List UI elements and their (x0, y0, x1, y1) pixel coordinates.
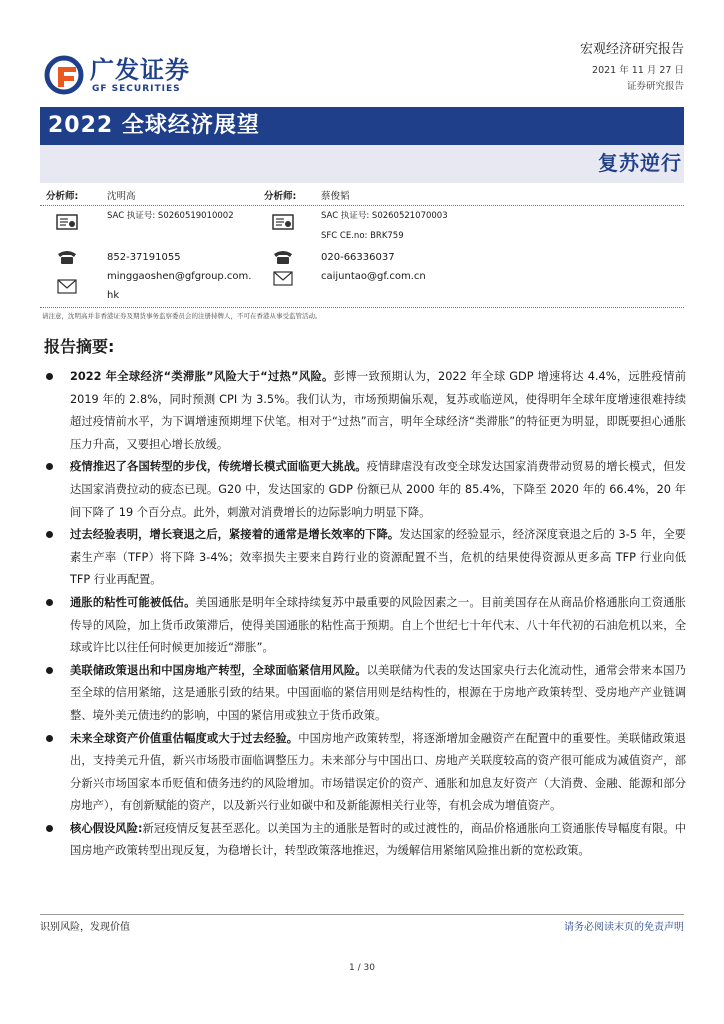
email-icon (56, 278, 78, 296)
summary-item (44, 524, 686, 592)
phone-icon (272, 248, 294, 266)
page-subtitle: 复苏逆行 (598, 151, 682, 175)
logo-text: 广发证券 (90, 56, 190, 84)
summary-body: 疫情肆虐没有改变全球发达国家消费带动贸易的增长模式，但发达国家消费拉动的疲态已现。G20 中，发达国家的 GDP 份额已从 2000 年的 85.4%，下降至 2020 年的 66.4%，20 年间下降了 19 个百分点。此外，刺激对消费增长的边际影响力明显下降。 (70, 460, 686, 519)
analyst-email-cont[interactable]: hk (107, 290, 120, 301)
summary-item (44, 818, 686, 863)
bullet-icon (46, 667, 53, 674)
analyst-phone: 020-66336037 (321, 252, 395, 263)
subtitle-bar (40, 145, 684, 183)
bullet-icon (46, 735, 53, 742)
footer-disclaimer-link: 请务必阅读末页的免责声明 (564, 922, 684, 933)
footer-slogan: 识别风险，发现价值 (40, 922, 130, 933)
summary-item (44, 592, 686, 660)
summary-lead: 通胀的粘性可能被低估。 (70, 595, 196, 609)
summary-lead: 未来全球资产价值重估幅度或大于过去经验。 (70, 731, 299, 745)
summary-body: 中国房地产政策转型，将逐渐增加金融资产在配置中的重要性。美联储政策退出，支持美元升值，新兴市场股市面临调整压力。未来部分与中国出口、房地产关联度较高的资产很可能成为减值资产，部分新兴市场国家本币贬值和债务违约的风险增加。市场错误定价的资产、通胀和加息友好资产（大消费、金融、能源和部分房地产），有创新赋能的资产，以及新兴行业如碳中和及新能源相关行业等，有机会成为增值资产。 (70, 731, 686, 813)
analyst-label: 分析师: (46, 191, 79, 202)
certificate-icon (272, 214, 294, 232)
report-category: 证券研究报告 (626, 81, 684, 92)
summary-item (44, 728, 686, 818)
analyst-sac: SAC 执证号: S0260519010002 (107, 211, 234, 221)
logo-english-text: GF SECURITIES (92, 84, 181, 94)
divider (40, 205, 684, 206)
email-icon (272, 270, 294, 288)
summary-list (44, 366, 686, 863)
analyst-sac: SAC 执证号: S0260521070003 (321, 211, 448, 221)
bullet-icon (46, 373, 53, 380)
bullet-icon (46, 599, 53, 606)
gf-logo-icon (44, 55, 88, 95)
page-number: 1 / 30 (349, 963, 375, 973)
summary-lead: 2022 年全球经济“类滞胀”风险大于“过热”风险。 (70, 370, 334, 383)
phone-icon (56, 248, 78, 266)
summary-body: 新冠疫情反复甚至恶化。以美国为主的通胀是暂时的或过渡性的，商品价格通胀向工资通胀传导幅度有限。中国房地产政策转型出现反复，为稳增长计，转型政策落地推迟，为缓解信用紧缩风险推出新的宽松政策。 (70, 821, 686, 858)
report-type: 宏观经济研究报告 (579, 42, 684, 57)
footer-divider (40, 914, 684, 915)
summary-lead: 核心假设风险: (70, 821, 143, 835)
report-date: 2021 年 11 月 27 日 (592, 65, 684, 76)
analyst-email[interactable]: minggaoshen@gfgroup.com. (107, 271, 252, 282)
summary-body: 以美联储为代表的发达国家央行去化流动性，通常会带来本国乃至全球的信用紧缩，这是通胀引致的结果。中国面临的紧信用则是结构性的，根源在于房地产政策转型、受房地产产业链调整、境外美元债违约的影响，中国的紧信用或独立于货币政策。 (70, 663, 686, 722)
certificate-icon (56, 214, 78, 232)
summary-body: 发达国家的经验显示，经济深度衰退之后的 3-5 年，全要素生产率（TFP）将下降 3-4%；效率损失主要来自跨行业的资源配置不当，危机的结果使得资源从更多高 TFP 行业向低 TFP 行业再配置。 (70, 528, 686, 587)
summary-item (44, 366, 686, 456)
analyst-email[interactable]: caijuntao@gf.com.cn (321, 271, 426, 282)
page-title: 2022 全球经济展望 (48, 113, 260, 138)
disclaimer-note: 请注意，沈明高并非香港证券及期货事务监察委员会的注册持牌人，不可在香港从事受监管活动。 (42, 312, 322, 320)
bullet-icon (46, 531, 53, 538)
summary-lead: 疫情推迟了各国转型的步伐，传统增长模式面临更大挑战。 (70, 460, 367, 474)
analyst-sfc: SFC CE.no: BRK759 (321, 231, 404, 241)
summary-body: 美国通胀是明年全球持续复苏中最重要的风险因素之一。目前美国存在从商品价格通胀向工资通胀传导的风险，加上货币政策滞后，使得美国通胀的粘性高于预期。自上个世纪七十年代末、八十年代初的石油危机以来，全球或许比以往任何时候更加接近“滞胀”。 (70, 595, 686, 655)
divider (40, 307, 684, 308)
bullet-icon (46, 463, 53, 470)
summary-item (44, 660, 686, 728)
analyst-phone: 852-37191055 (107, 252, 181, 263)
summary-item (44, 456, 686, 524)
summary-body: 彭博一致预期认为，2022 年全球 GDP 增速将达 4.4%，远胜疫情前 2019 年的 2.8%，同时预测 CPI 为 3.5%。我们认为，市场预期偏乐观，复苏或临逆风，使得明年全球年度增速很难持续超过疫情前水平，为下调增速预期埋下伏笔。相对于“过热”而言，明年全球经济“类滞胀”的特征更为明显，即既要担心通胀压力升高，又要担心增长放缓。 (70, 370, 686, 451)
summary-lead: 过去经验表明，增长衰退之后，紧接着的通常是增长效率的下降。 (70, 528, 400, 542)
summary-lead: 美联储政策退出和中国房地产转型，全球面临紧信用风险。 (70, 663, 367, 677)
analyst-label: 分析师: (264, 191, 297, 202)
summary-title: 报告摘要: (44, 337, 115, 356)
bullet-icon (46, 825, 53, 832)
analyst-name: 沈明高 (107, 191, 136, 202)
analyst-name: 蔡俊韬 (321, 191, 350, 202)
